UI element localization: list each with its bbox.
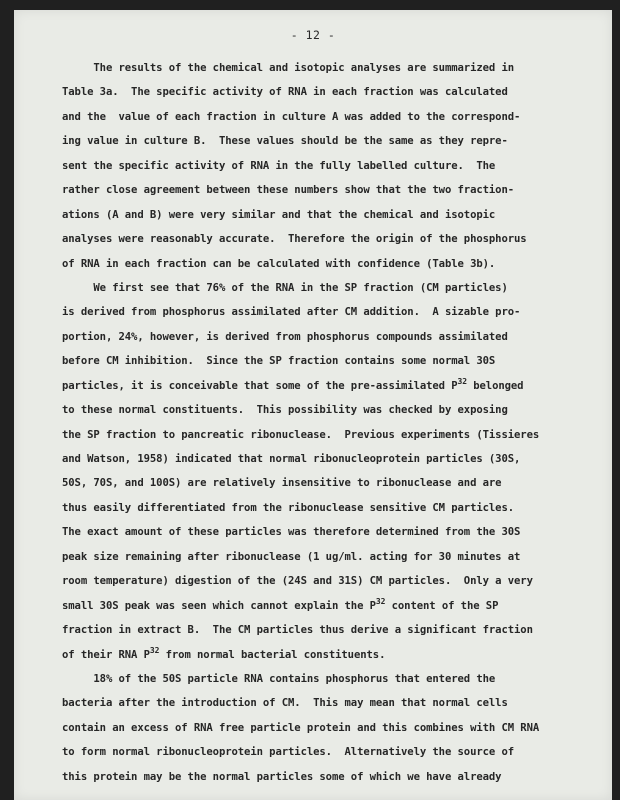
text-line bbox=[62, 374, 602, 398]
text-line: rather close agreement between these numbers show that the two fraction- bbox=[62, 184, 515, 197]
text-segment: particles, it is conceivable that some of the pre-assimilated P bbox=[62, 379, 458, 392]
text-line: portion, 24%, however, is derived from phosphorus compounds assimilated bbox=[62, 330, 508, 343]
text-segment: small 30S peak was seen which cannot explain the P bbox=[62, 599, 376, 612]
text-line: of RNA in each fraction can be calculated with confidence (Table 3b). bbox=[62, 257, 496, 270]
paragraph-2 bbox=[62, 276, 602, 667]
text-line: and the value of each fraction in culture A was added to the correspond- bbox=[62, 110, 521, 123]
paragraph-3 bbox=[62, 667, 602, 789]
text-segment: content of the SP bbox=[385, 599, 499, 612]
text-line: The exact amount of these particles was therefore determined from the 30S bbox=[62, 526, 521, 539]
text-line: ing value in culture B. These values should be the same as they repre- bbox=[62, 135, 508, 148]
superscript-isotope: 32 bbox=[375, 596, 386, 606]
text-line: to form normal ribonucleoprotein particles. Alternatively the source of bbox=[62, 746, 515, 759]
text-line: Table 3a. The specific activity of RNA in each fraction was calculated bbox=[62, 86, 508, 99]
text-line: the SP fraction to pancreatic ribonuclease. Previous experiments (Tissieres bbox=[62, 428, 540, 441]
text-line: sent the specific activity of RNA in the fully labelled culture. The bbox=[62, 159, 496, 172]
paragraph-1 bbox=[62, 56, 602, 276]
text-line: ations (A and B) were very similar and that the chemical and isotopic bbox=[62, 208, 496, 221]
page-number: - 12 - bbox=[290, 28, 336, 42]
text-line: and Watson, 1958) indicated that normal ribonucleoprotein particles (30S, bbox=[62, 453, 521, 465]
text-line: this protein may be the normal particles some of which we have already bbox=[62, 770, 502, 783]
text-line: contain an excess of RNA free particle protein and this combines with CM RNA bbox=[62, 721, 540, 734]
text-line: 18% of the 50S particle RNA contains phosphorus that entered the bbox=[62, 672, 496, 685]
text-segment: from normal bacterial constituents. bbox=[159, 648, 386, 661]
text-line: thus easily differentiated from the ribonuclease sensitive CM particles. bbox=[62, 501, 515, 514]
text-line: peak size remaining after ribonuclease (1 ug/ml. acting for 30 minutes at bbox=[62, 550, 521, 563]
text-line: The results of the chemical and isotopic analyses are summarized in bbox=[62, 62, 515, 74]
text-segment: of their RNA P bbox=[62, 648, 150, 661]
text-line: bacteria after the introduction of CM. This may mean that normal cells bbox=[62, 697, 508, 710]
text-line: to these normal constituents. This possibility was checked by exposing bbox=[62, 404, 508, 417]
text-line bbox=[62, 594, 602, 618]
body-text bbox=[62, 56, 602, 789]
document-page bbox=[14, 10, 612, 800]
superscript-isotope: 32 bbox=[149, 645, 160, 655]
text-line bbox=[62, 643, 602, 667]
text-line: fraction in extract B. The CM particles thus derive a significant fraction bbox=[62, 624, 533, 637]
text-line: is derived from phosphorus assimilated after CM addition. A sizable pro- bbox=[62, 306, 521, 319]
text-segment: belonged bbox=[466, 379, 524, 392]
text-line: We first see that 76% of the RNA in the SP fraction (CM particles) bbox=[62, 281, 508, 294]
text-line: before CM inhibition. Since the SP fraction contains some normal 30S bbox=[62, 355, 496, 368]
text-line: room temperature) digestion of the (24S and 31S) CM particles. Only a very bbox=[62, 575, 533, 588]
text-line: 50S, 70S, and 100S) are relatively insensitive to ribonuclease and are bbox=[62, 477, 502, 490]
superscript-isotope: 32 bbox=[457, 376, 467, 386]
text-line: analyses were reasonably accurate. Therefore the origin of the phosphorus bbox=[62, 233, 527, 246]
